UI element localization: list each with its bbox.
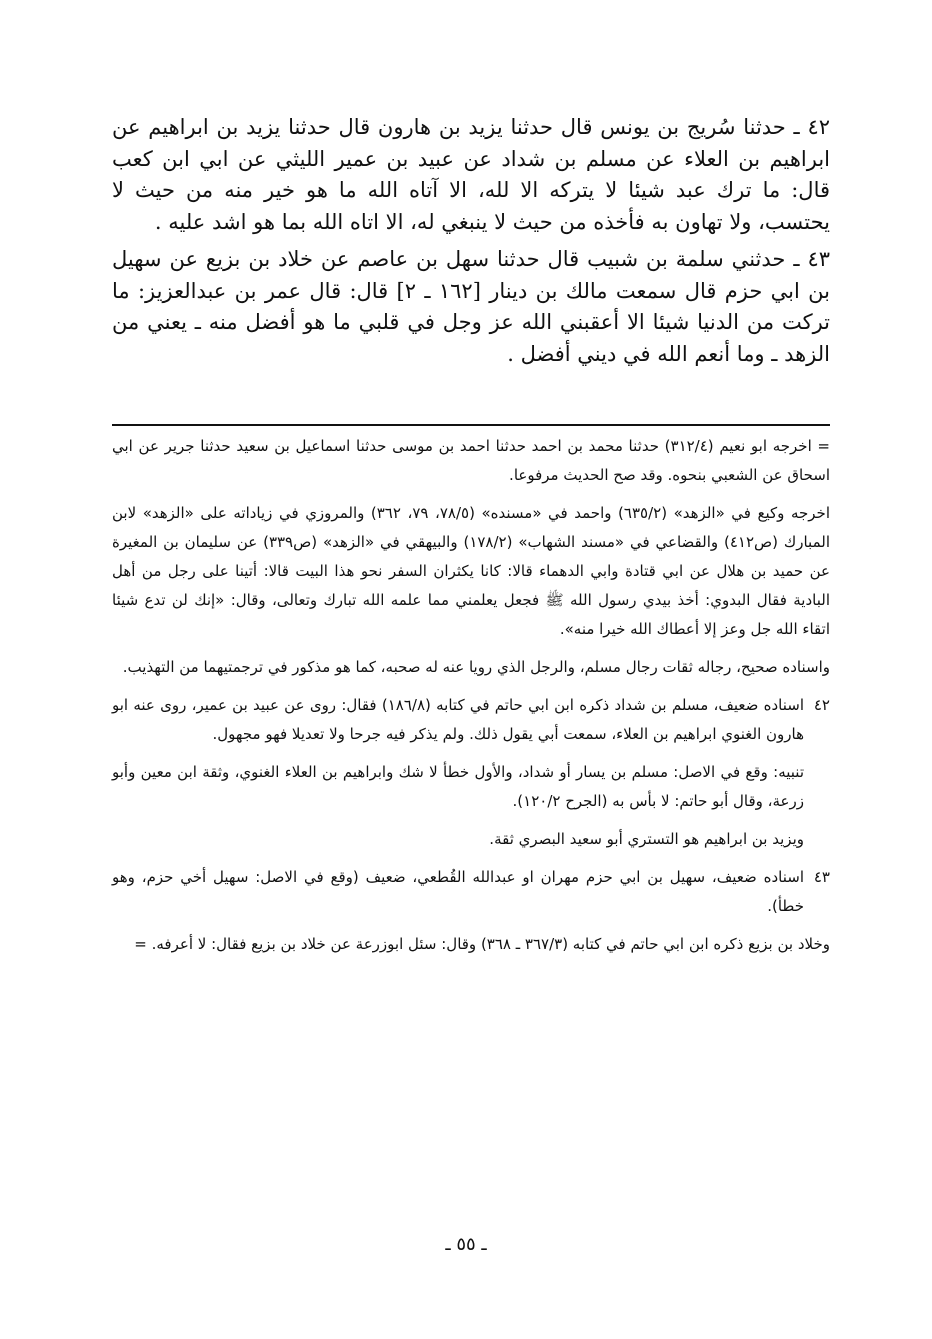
footnote-42-text: اسناده ضعيف، مسلم بن شداد ذكره ابن ابي حاتم في كتابه (١٨٦/٨) فقال: روى عن عبيد بن عمير، روى عنه ابو هارون الغنوي ابراهيم بن العلاء، سمعت أبي يقول ذلك. ولم يذكر فيه جرحا ولا تعديلا فهو مجهول.	[112, 696, 805, 743]
footnote-separator	[112, 424, 830, 426]
footnote-43	[112, 863, 830, 921]
footnote-43-number: ٤٣	[813, 868, 830, 886]
page-number: ـ ٥٥ ـ	[445, 1234, 487, 1255]
footnote-43-khallad: وخلاد بن بزيع ذكره ابن ابي حاتم في كتابه (٣٦٧/٣ ـ ٣٦٨) وقال: سئل ابوزرعة عن خلاد بن بزيع فقال: لا أعرفه. =	[134, 935, 830, 953]
footnote-42-number: ٤٢	[813, 696, 830, 714]
hadith-43: ٤٣ ـ حدثني سلمة بن شبيب قال حدثنا سهل بن عاصم عن خلاد بن بزيع عن سهيل بن ابي حزم قال سمعت مالك بن دينار [١٦٢ ـ ٢] قال: قال عمر بن عبدالعزيز: ما تركت من الدنيا شيئا الا أعقبني الله عز وجل في قلبي ما هو أفضل منه ـ يعني من الزهد ـ وما أنعم الله في ديني أفضل .	[112, 247, 830, 366]
hadith-42: ٤٢ ـ حدثنا سُريج بن يونس قال حدثنا يزيد بن هارون قال حدثنا يزيد بن ابراهيم عن ابراهيم بن العلاء عن مسلم بن شداد عن عبيد بن عمير الليثي عن ابي ابن كعب قال: ما ترك عبد شيئا لا يتركه الا لله، الا آتاه الله ما هو خير منه من حيث لا يحتسب، ولا تهاون به فأخذه من حيث لا ينبغي له، الا اتاه الله بما هو اشد عليه .	[112, 115, 830, 234]
footnote-continuation: = اخرجه ابو نعيم (٣١٢/٤) حدثنا محمد بن احمد حدثنا احمد بن موسى حدثنا اسماعيل بن سعيد حدثنا جرير عن ابي اسحاق عن الشعبي بنحوه. وقد صح الحديث مرفوعا.	[112, 437, 830, 484]
footnotes	[112, 432, 830, 968]
footnote-takhrij: اخرجه وكيع في «الزهد» (٦٣٥/٢) واحمد في «مسنده» (٧٨/٥، ٧٩، ٣٦٢) والمروزي في زياداته على «الزهد» لابن المبارك (ص٤١٢) والقضاعي في «مسند الشهاب» (١٧٨/٢) والبيهقي في «الزهد» (ص٣٣٩) عن سليمان بن المغيرة عن حميد بن هلال عن ابي قتادة وابي الدهماء قالا: كانا يكثران السفر نحو هذا البيت قالا: أتينا على رجل من أهل البادية فقال البدوي: أخذ بيدي رسول الله ﷺ فجعل يعلمني مما علمه الله تبارك وتعالى، وقال: «إنك لن تدع شيئا اتقاء الله جل وعز إلا أعطاك الله خيرا منه».	[112, 504, 830, 638]
footnote-isnad: واسناده صحيح، رجاله ثقات رجال مسلم، والرجل الذي رويا عنه له صحبه، كما هو مذكور في ترجمتيهما من التهذيب.	[122, 658, 830, 676]
footnote-43-text: اسناده ضعيف، سهيل بن ابي حزم مهران او عبدالله القُطعي، ضعيف (وقع في الاصل: سهيل أخي حزم، وهو خطأ).	[112, 868, 804, 915]
footnote-42-yazid: ويزيد بن ابراهيم هو التستري أبو سعيد البصري ثقة.	[489, 830, 804, 848]
main-text	[112, 112, 830, 376]
footnote-42	[112, 691, 830, 749]
footnote-42-tanbih: تنبيه: وقع في الاصل: مسلم بن يسار أو شداد، والأول خطأ لا شك وابراهيم بن العلاء الغنوي، وثقة ابن معين وأبو زرعة، وقال أبو حاتم: لا بأس به (الجرح ١٢٠/٢).	[112, 763, 804, 810]
